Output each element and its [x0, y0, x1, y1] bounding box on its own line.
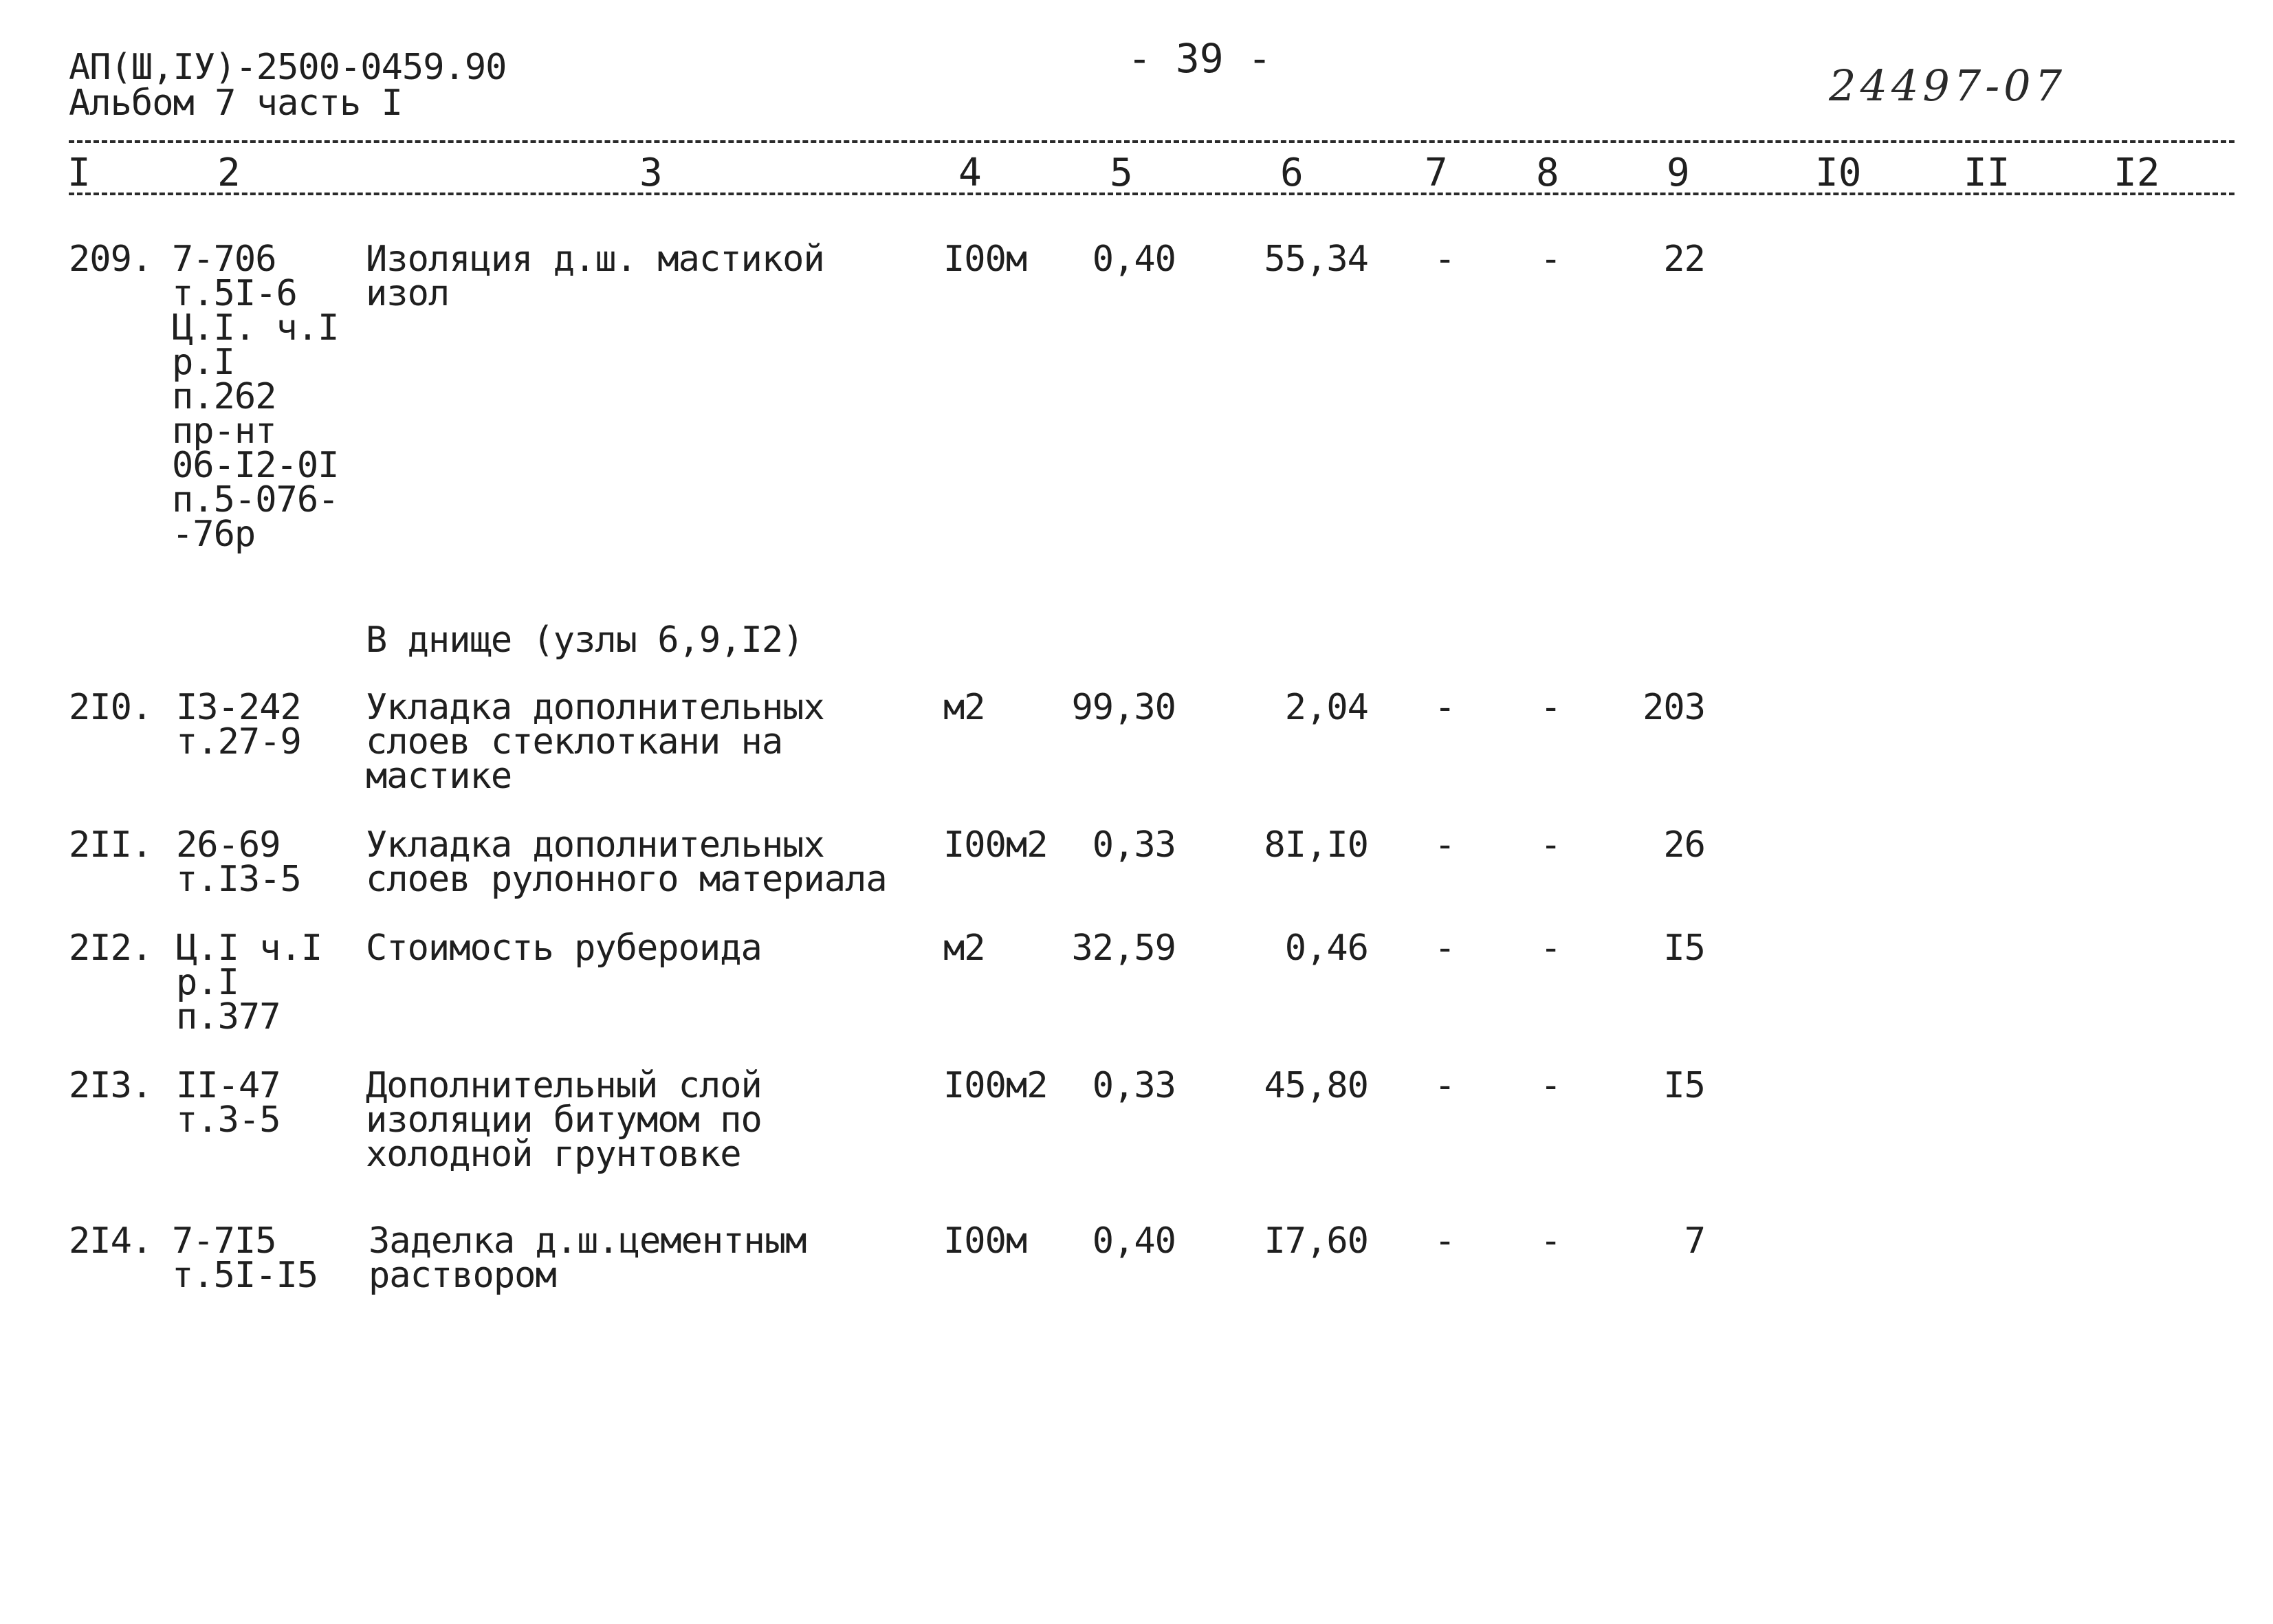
col-header-9: 9 [1667, 151, 1690, 195]
row-col9: I5 [1663, 928, 1705, 969]
header-rule-top [69, 140, 2234, 143]
album-label: Альбом 7 часть I [69, 83, 402, 124]
row-unit: I00м2 [943, 1065, 1048, 1106]
row-col9: I5 [1663, 1065, 1705, 1106]
row-qty: 0,33 [1092, 824, 1176, 866]
row-price: 8I,I0 [1264, 824, 1368, 866]
handwritten-number: 24497-07 [1829, 61, 2067, 111]
row-col9: 22 [1663, 239, 1705, 280]
col-header-10: I0 [1815, 151, 1862, 195]
row-code: 7-7I5 т.5I-I5 [172, 1220, 318, 1296]
row-qty: 0,33 [1092, 1065, 1176, 1106]
row-unit: I00м2 [943, 824, 1048, 866]
row-unit: м2 [943, 928, 985, 969]
row-number: 209. [69, 239, 153, 280]
row-col7: - [1434, 824, 1456, 866]
row-col7: - [1434, 239, 1456, 280]
row-code: II-47 т.3-5 [176, 1065, 281, 1141]
page-number: - 39 - [1128, 35, 1272, 82]
row-price: 55,34 [1264, 239, 1368, 280]
col-header-12: I2 [2113, 151, 2160, 195]
row-price: I7,60 [1264, 1220, 1368, 1262]
row-qty: 32,59 [1071, 928, 1176, 969]
col-header-8: 8 [1536, 151, 1559, 195]
row-code: Ц.I ч.I р.I п.377 [176, 928, 322, 1038]
row-name: Стоимость рубероида [366, 928, 762, 969]
row-col7: - [1434, 687, 1456, 728]
row-name: Дополнительный слой изоляции битумом по холодной грунтовке [366, 1065, 762, 1175]
row-number: 2I0. [69, 687, 153, 728]
col-header-1: I [67, 151, 91, 195]
row-unit: I00м [943, 239, 1027, 280]
row-qty: 0,40 [1092, 239, 1176, 280]
row-number: 2I4. [69, 1220, 153, 1262]
header-rule-bottom [69, 193, 2234, 195]
row-col8: - [1540, 928, 1561, 969]
col-header-7: 7 [1425, 151, 1448, 195]
row-number: 2I3. [69, 1065, 153, 1106]
row-price: 45,80 [1264, 1065, 1368, 1106]
row-unit: м2 [943, 687, 985, 728]
row-name: Укладка дополнительных слоев рулонного материала [366, 824, 887, 900]
col-header-3: 3 [639, 151, 663, 195]
doc-code: АП(Ш,IУ)-2500-0459.90 [69, 47, 507, 88]
row-col9: 7 [1684, 1220, 1705, 1262]
col-header-5: 5 [1110, 151, 1133, 195]
row-col9: 26 [1663, 824, 1705, 866]
row-col8: - [1540, 239, 1561, 280]
row-col8: - [1540, 687, 1561, 728]
col-header-11: II [1964, 151, 2010, 195]
row-col7: - [1434, 928, 1456, 969]
row-col9: 203 [1643, 687, 1705, 728]
row-name: Укладка дополнительных слоев стеклоткани на мастике [366, 687, 824, 797]
row-code: I3-242 т.27-9 [176, 687, 301, 762]
row-name: Изоляция д.ш. мастикой изол [366, 239, 824, 314]
row-col7: - [1434, 1065, 1456, 1106]
row-col8: - [1540, 1065, 1561, 1106]
col-header-4: 4 [958, 151, 982, 195]
row-code: 26-69 т.I3-5 [176, 824, 301, 900]
row-col7: - [1434, 1220, 1456, 1262]
row-number: 2I2. [69, 928, 153, 969]
col-header-2: 2 [217, 151, 241, 195]
row-qty: 99,30 [1071, 687, 1176, 728]
row-unit: I00м [943, 1220, 1027, 1262]
row-number: 2II. [69, 824, 153, 866]
row-price: 0,46 [1284, 928, 1368, 969]
row-col8: - [1540, 1220, 1561, 1262]
row-name: Заделка д.ш.цементным раствором [369, 1220, 806, 1296]
row-col8: - [1540, 824, 1561, 866]
row-price: 2,04 [1284, 687, 1368, 728]
row-qty: 0,40 [1092, 1220, 1176, 1262]
col-header-6: 6 [1280, 151, 1304, 195]
section-title: В днище (узлы 6,9,I2) [366, 619, 804, 661]
row-code: 7-706 т.5I-6 Ц.I. ч.I р.I п.262 пр-нт 06-I2-0I п.5-076- -76р [172, 239, 339, 555]
